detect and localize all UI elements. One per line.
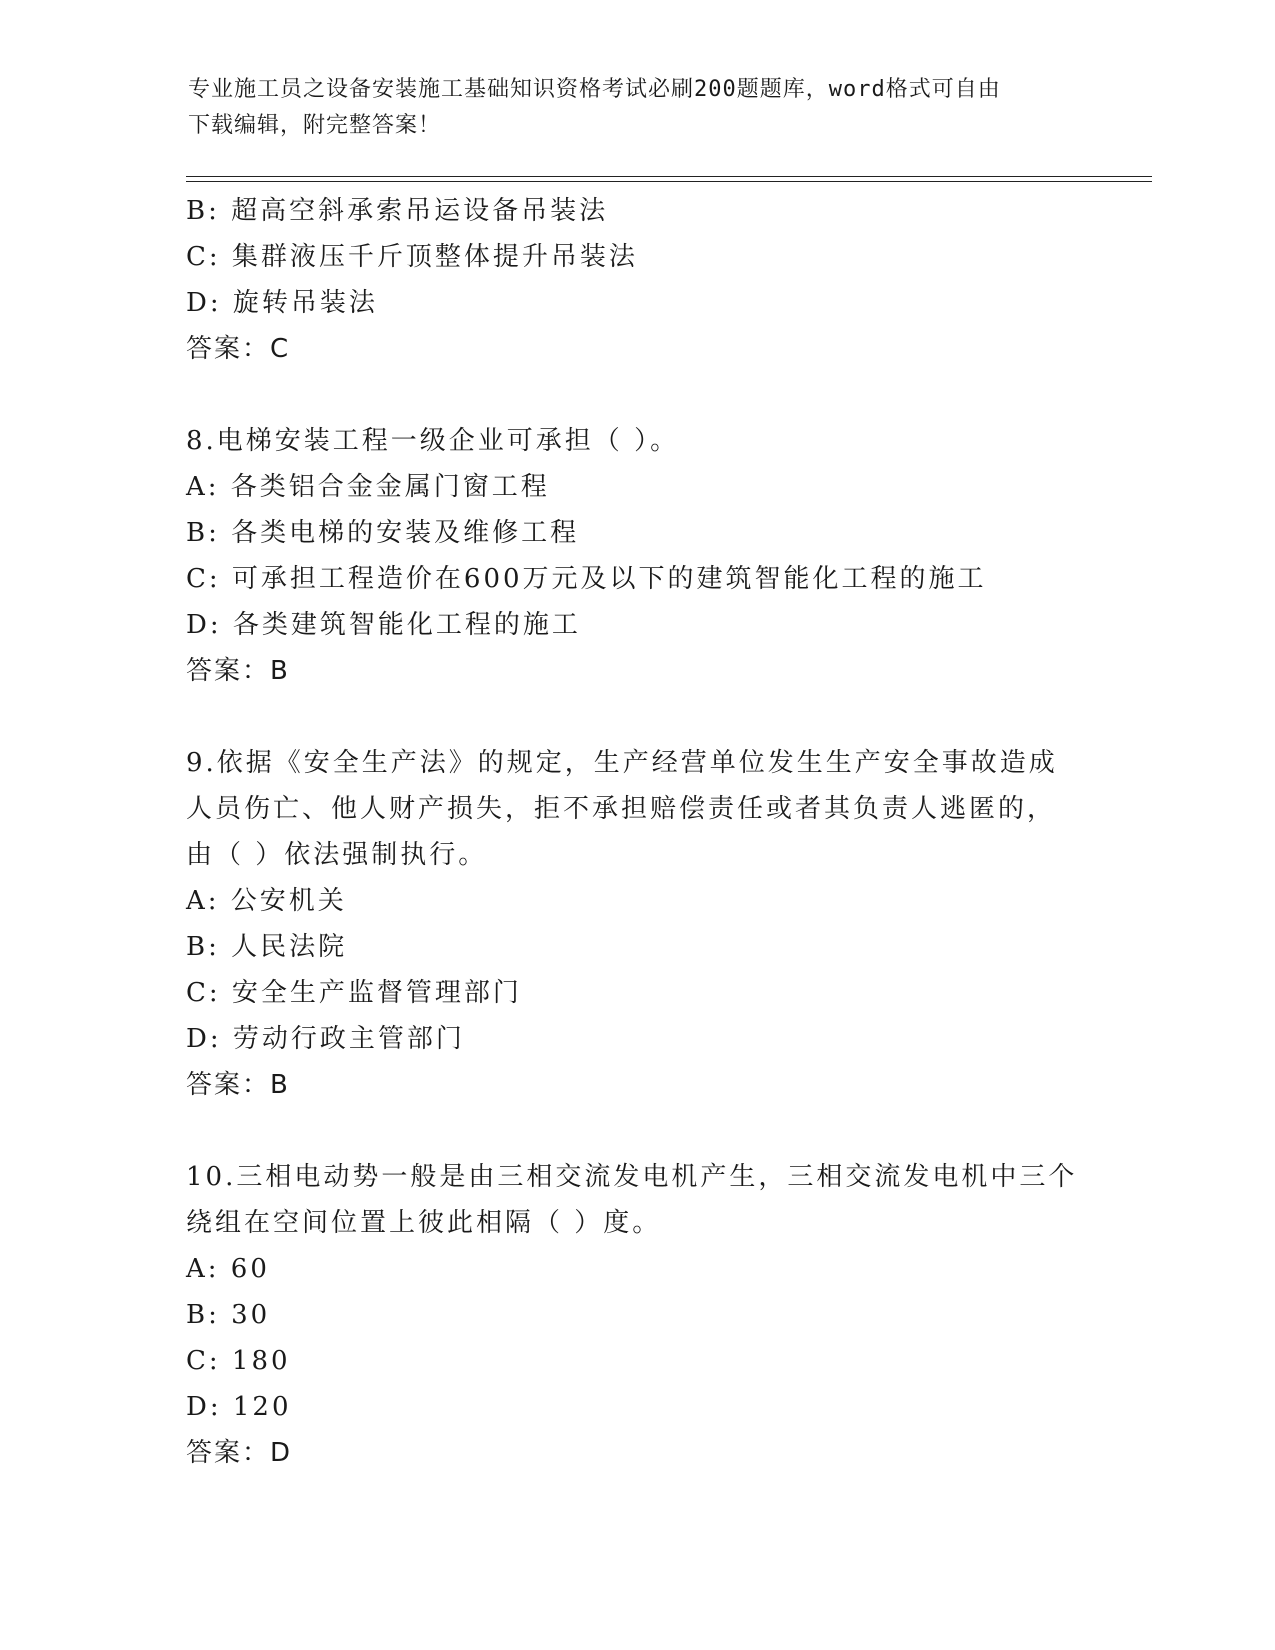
option-c: C: 安全生产监督管理部门 [186,978,522,1008]
answer-line: 答案：D [186,1438,293,1468]
question-content [186,188,1086,1476]
header-title-line-1: 专业施工员之设备安装施工基础知识资格考试必刷200题题库，word格式可自由 [188,77,1001,102]
spacer [186,1108,1086,1154]
option-b: B: 超高空斜承索吊运设备吊装法 [186,196,609,226]
option-d: D: 各类建筑智能化工程的施工 [186,610,581,640]
option-d: D: 120 [186,1392,292,1422]
answer-line: 答案：C [186,334,291,364]
question-9 [186,740,1086,1108]
option-a: A: 公安机关 [186,886,347,916]
question-text-line-2: 人员伤亡、他人财产损失，拒不承担赔偿责任或者其负责人逃匿的， [186,794,1057,824]
question-text-line-1: 10.三相电动势一般是由三相交流发电机产生，三相交流发电机中三个 [186,1162,1078,1192]
header-title-line-2: 下载编辑，附完整答案！ [188,113,442,138]
question-10 [186,1154,1086,1476]
option-b: B: 30 [186,1300,271,1330]
option-b: B: 各类电梯的安装及维修工程 [186,518,580,548]
header-divider-bottom [186,181,1152,182]
option-c: C: 可承担工程造价在600万元及以下的建筑智能化工程的施工 [186,564,987,594]
spacer [186,694,1086,740]
spacer [186,372,1086,418]
header-divider-top [186,176,1152,177]
option-a: A: 60 [186,1254,270,1284]
option-d: D: 劳动行政主管部门 [186,1024,465,1054]
question-text-line-3: 由（ ）依法强制执行。 [186,840,488,870]
question-8 [186,418,1086,694]
option-b: B: 人民法院 [186,932,348,962]
continued-question [186,188,1086,372]
option-c: C: 180 [186,1346,291,1376]
document-header [188,72,1088,144]
answer-line: 答案：B [186,1070,290,1100]
question-text-line-2: 绕组在空间位置上彼此相隔（ ）度。 [186,1208,662,1238]
option-a: A: 各类铝合金金属门窗工程 [186,472,550,502]
question-text: 8.电梯安装工程一级企业可承担（ ）。 [186,426,680,456]
question-text-line-1: 9.依据《安全生产法》的规定，生产经营单位发生生产安全事故造成 [186,748,1058,778]
option-c: C: 集群液压千斤顶整体提升吊装法 [186,242,638,272]
answer-line: 答案：B [186,656,290,686]
option-d: D: 旋转吊装法 [186,288,378,318]
